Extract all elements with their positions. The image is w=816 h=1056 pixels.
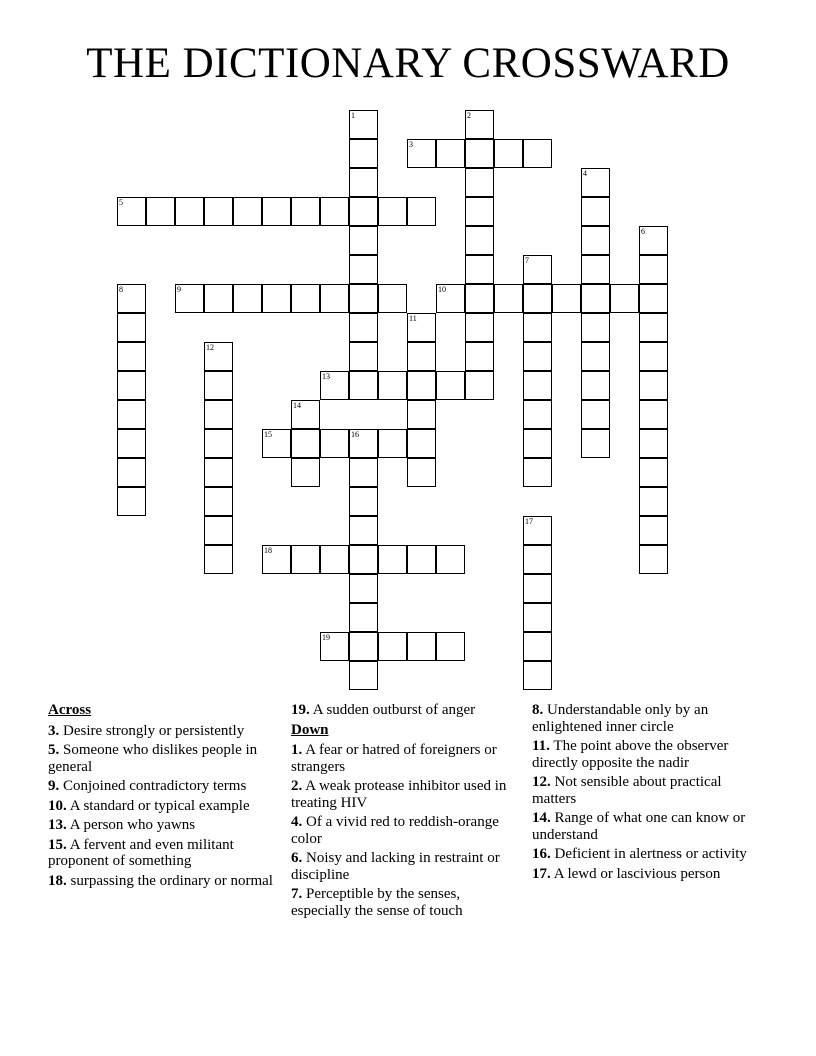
grid-cell[interactable] — [378, 197, 407, 226]
grid-cell[interactable] — [581, 255, 610, 284]
clue-number: 17 — [525, 517, 533, 526]
grid-cell[interactable] — [523, 429, 552, 458]
clue-down-2: 2. A weak protease inhibitor used in treating HIV — [291, 778, 507, 811]
grid-cell[interactable] — [291, 400, 320, 429]
grid-cell[interactable] — [320, 429, 349, 458]
grid-cell[interactable] — [639, 371, 668, 400]
grid-cell[interactable] — [378, 632, 407, 661]
grid-cell[interactable] — [349, 197, 378, 226]
grid-cell[interactable] — [639, 226, 668, 255]
grid-cell[interactable] — [117, 342, 146, 371]
grid-cell[interactable] — [233, 197, 262, 226]
clue-across-15: 15. A fervent and even militant proponent of something — [48, 836, 234, 869]
grid-cell[interactable] — [465, 371, 494, 400]
grid-cell[interactable] — [204, 400, 233, 429]
grid-cell[interactable] — [407, 371, 436, 400]
grid-cell[interactable] — [349, 371, 378, 400]
grid-cell[interactable] — [523, 371, 552, 400]
grid-cell[interactable] — [581, 226, 610, 255]
grid-cell[interactable] — [117, 313, 146, 342]
grid-cell[interactable] — [204, 371, 233, 400]
grid-cell[interactable] — [465, 226, 494, 255]
grid-cell[interactable] — [407, 458, 436, 487]
grid-cell[interactable] — [262, 284, 291, 313]
grid-cell[interactable] — [639, 284, 668, 313]
grid-cell[interactable] — [320, 197, 349, 226]
clue-across-3: 3. Desire strongly or persistently — [48, 722, 245, 739]
grid-cell[interactable] — [407, 197, 436, 226]
grid-cell[interactable] — [523, 458, 552, 487]
grid-cell[interactable] — [291, 197, 320, 226]
grid-cell[interactable] — [639, 458, 668, 487]
clue-number: 1 — [351, 111, 355, 120]
grid-cell[interactable] — [291, 429, 320, 458]
grid-cell[interactable] — [349, 574, 378, 603]
grid-cell[interactable] — [523, 632, 552, 661]
clue-across-13: 13. A person who yawns — [48, 817, 196, 833]
clue-number: 18 — [264, 546, 272, 555]
grid-cell[interactable] — [117, 458, 146, 487]
clue-down-17: 17. A lewd or lascivious person — [532, 865, 721, 882]
grid-cell[interactable] — [117, 429, 146, 458]
clue-column-3 — [532, 702, 760, 885]
grid-cell[interactable] — [378, 284, 407, 313]
grid-cell[interactable] — [117, 197, 146, 226]
clue-down-1: 1. A fear or hatred of foreigners or strangers — [291, 742, 497, 775]
grid-cell[interactable] — [407, 139, 436, 168]
across-heading: Across — [48, 702, 92, 718]
clue-down-4: 4. Of a vivid red to reddish-orange color — [291, 814, 499, 847]
grid-cell[interactable] — [117, 487, 146, 516]
grid-cell[interactable] — [349, 545, 378, 574]
grid-cell[interactable] — [262, 545, 291, 574]
grid-cell[interactable] — [523, 574, 552, 603]
grid-cell[interactable] — [494, 139, 523, 168]
grid-cell[interactable] — [581, 342, 610, 371]
clue-number: 14 — [293, 401, 301, 410]
grid-cell[interactable] — [639, 545, 668, 574]
grid-cell[interactable] — [204, 197, 233, 226]
grid-cell[interactable] — [436, 632, 465, 661]
grid-cell[interactable] — [204, 342, 233, 371]
grid-cell[interactable] — [407, 400, 436, 429]
grid-cell[interactable] — [639, 313, 668, 342]
clue-down-16: 16. Deficient in alertness or activity — [532, 846, 747, 862]
grid-cell[interactable] — [117, 371, 146, 400]
grid-cell[interactable] — [581, 429, 610, 458]
grid-cell[interactable] — [465, 197, 494, 226]
grid-cell[interactable] — [291, 284, 320, 313]
grid-cell[interactable] — [204, 487, 233, 516]
clue-number: 12 — [206, 343, 214, 352]
grid-cell[interactable] — [581, 197, 610, 226]
grid-cell[interactable] — [523, 284, 552, 313]
grid-cell[interactable] — [204, 545, 233, 574]
grid-cell[interactable] — [262, 429, 291, 458]
clue-number: 8 — [119, 285, 123, 294]
grid-cell[interactable] — [117, 400, 146, 429]
clue-down-12: 12. Not sensible about practical matters — [532, 774, 722, 807]
clue-across-10: 10. A standard or typical example — [48, 797, 250, 814]
grid-cell[interactable] — [465, 284, 494, 313]
grid-cell[interactable] — [465, 342, 494, 371]
clue-number: 5 — [119, 198, 123, 207]
grid-cell[interactable] — [349, 110, 378, 139]
grid-cell[interactable] — [581, 168, 610, 197]
grid-cell[interactable] — [378, 429, 407, 458]
grid-cell[interactable] — [523, 661, 552, 690]
grid-cell[interactable] — [407, 342, 436, 371]
grid-cell[interactable] — [291, 458, 320, 487]
grid-cell[interactable] — [465, 139, 494, 168]
grid-cell[interactable] — [523, 139, 552, 168]
clue-across-5: 5. Someone who dislikes people in general — [48, 742, 258, 775]
grid-cell[interactable] — [465, 110, 494, 139]
grid-cell[interactable] — [320, 284, 349, 313]
grid-cell[interactable] — [349, 603, 378, 632]
grid-cell[interactable] — [349, 284, 378, 313]
grid-cell[interactable] — [436, 284, 465, 313]
page-title: THE DICTIONARY CROSSWARD — [86, 40, 730, 87]
grid-cell[interactable] — [262, 197, 291, 226]
clue-number: 7 — [525, 256, 529, 265]
grid-cell[interactable] — [436, 371, 465, 400]
grid-cell[interactable] — [320, 371, 349, 400]
clue-number: 19 — [322, 633, 330, 642]
grid-cell[interactable] — [639, 487, 668, 516]
grid-cell[interactable] — [465, 255, 494, 284]
clue-number: 4 — [583, 169, 587, 178]
grid-cell[interactable] — [523, 400, 552, 429]
grid-cell[interactable] — [349, 458, 378, 487]
clue-down-8: 8. Understandable only by an enlightened inner circle — [532, 702, 709, 735]
grid-cell[interactable] — [233, 284, 262, 313]
grid-cell[interactable] — [349, 342, 378, 371]
grid-cell[interactable] — [465, 313, 494, 342]
grid-cell[interactable] — [581, 313, 610, 342]
grid-cell[interactable] — [378, 371, 407, 400]
grid-cell[interactable] — [523, 313, 552, 342]
grid-cell[interactable] — [523, 545, 552, 574]
grid-cell[interactable] — [204, 458, 233, 487]
clue-column-1 — [48, 702, 273, 892]
grid-cell[interactable] — [407, 313, 436, 342]
grid-cell[interactable] — [349, 139, 378, 168]
grid-cell[interactable] — [349, 255, 378, 284]
clue-number: 11 — [409, 314, 417, 323]
grid-cell[interactable] — [436, 545, 465, 574]
clue-column-2 — [291, 702, 513, 922]
clue-number: 2 — [467, 111, 471, 120]
grid-cell[interactable] — [639, 342, 668, 371]
clue-number: 13 — [322, 372, 330, 381]
grid-cell[interactable] — [610, 284, 639, 313]
grid-cell[interactable] — [523, 342, 552, 371]
clue-number: 9 — [177, 285, 181, 294]
grid-cell[interactable] — [436, 139, 465, 168]
grid-cell[interactable] — [523, 516, 552, 545]
grid-cell[interactable] — [639, 255, 668, 284]
grid-cell[interactable] — [581, 371, 610, 400]
grid-cell[interactable] — [407, 545, 436, 574]
grid-cell[interactable] — [320, 545, 349, 574]
grid-cell[interactable] — [320, 632, 349, 661]
clue-number: 10 — [438, 285, 446, 294]
clue-number: 3 — [409, 140, 413, 149]
grid-cell[interactable] — [349, 487, 378, 516]
grid-cell[interactable] — [349, 429, 378, 458]
grid-cell[interactable] — [349, 516, 378, 545]
grid-cell[interactable] — [146, 197, 175, 226]
grid-cell[interactable] — [523, 255, 552, 284]
grid-cell[interactable] — [204, 284, 233, 313]
grid-cell[interactable] — [117, 284, 146, 313]
clue-down-14: 14. Range of what one can know or understand — [532, 810, 746, 843]
grid-cell[interactable] — [175, 284, 204, 313]
clue-number: 15 — [264, 430, 272, 439]
grid-cell[interactable] — [291, 545, 320, 574]
down-heading: Down — [291, 721, 329, 738]
clue-across-18: 18. surpassing the ordinary or normal — [48, 872, 273, 889]
grid-cell[interactable] — [581, 400, 610, 429]
clue-number: 6 — [641, 227, 645, 236]
grid-cell[interactable] — [349, 313, 378, 342]
grid-cell[interactable] — [523, 603, 552, 632]
grid-cell[interactable] — [204, 516, 233, 545]
grid-cell[interactable] — [407, 632, 436, 661]
grid-cell[interactable] — [639, 400, 668, 429]
grid-cell[interactable] — [552, 284, 581, 313]
grid-cell[interactable] — [378, 545, 407, 574]
grid-cell[interactable] — [407, 429, 436, 458]
clue-down-6: 6. Noisy and lacking in restraint or discipline — [291, 850, 500, 883]
grid-cell[interactable] — [349, 632, 378, 661]
clue-down-11: 11. The point above the observer directly opposite the nadir — [532, 738, 729, 771]
grid-cell[interactable] — [175, 197, 204, 226]
clue-number: 16 — [351, 430, 359, 439]
grid-cell[interactable] — [465, 168, 494, 197]
grid-cell[interactable] — [581, 284, 610, 313]
grid-cell[interactable] — [494, 284, 523, 313]
grid-cell[interactable] — [349, 168, 378, 197]
grid-cell[interactable] — [204, 429, 233, 458]
grid-cell[interactable] — [349, 226, 378, 255]
clue-across-19: 19. A sudden outburst of anger — [291, 702, 476, 718]
clue-down-7: 7. Perceptible by the senses, especially the sense of touch — [291, 886, 463, 919]
grid-cell[interactable] — [349, 661, 378, 690]
clue-across-9: 9. Conjoined contradictory terms — [48, 778, 247, 794]
grid-cell[interactable] — [639, 429, 668, 458]
grid-cell[interactable] — [639, 516, 668, 545]
